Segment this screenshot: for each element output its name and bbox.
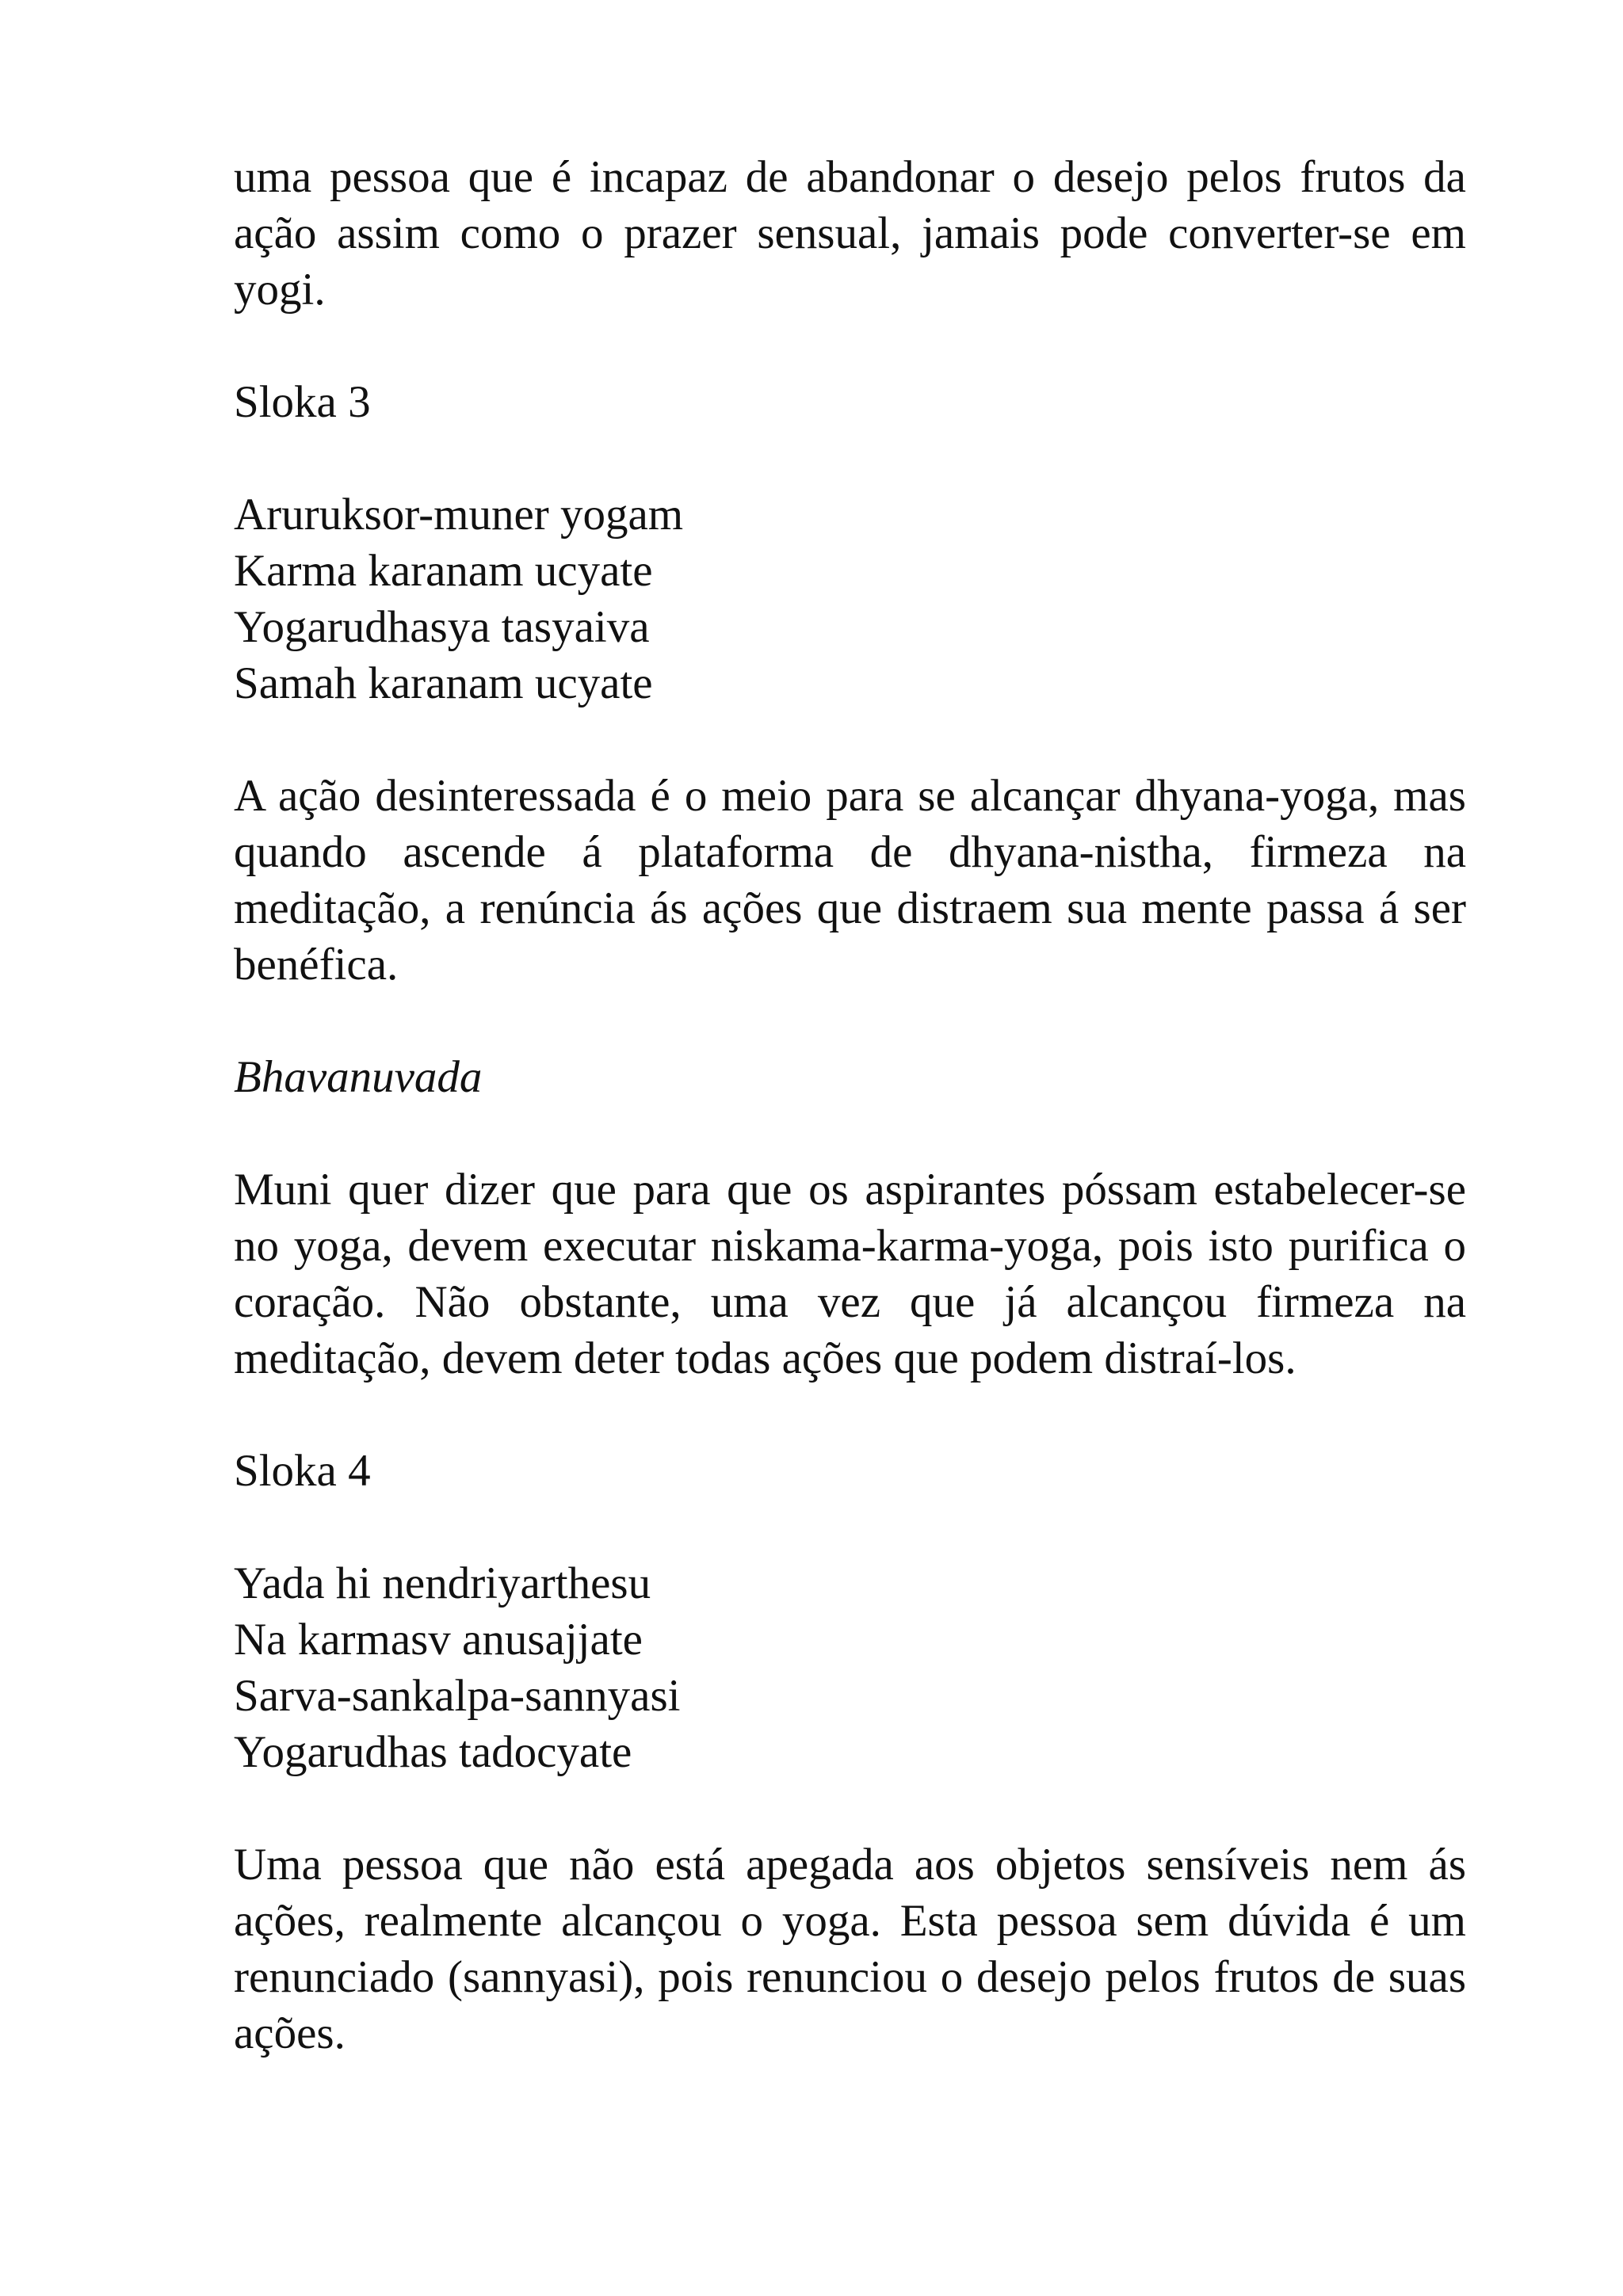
verse-line: Aruruksor-muner yogam bbox=[234, 490, 684, 540]
verse-line: Na karmasv anusajjate bbox=[234, 1615, 643, 1665]
document-page bbox=[234, 149, 1466, 2118]
intro-paragraph: uma pessoa que é incapaz de abandonar o desejo pelos frutos da ação assim como o prazer sensual, jamais pode converter-se em yogi. bbox=[234, 152, 1466, 315]
verse-line: Yogarudhas tadocyate bbox=[234, 1727, 632, 1777]
verse-line: Karma karanam ucyate bbox=[234, 546, 653, 596]
sloka-3-verse bbox=[234, 486, 1466, 711]
verse-line: Samah karanam ucyate bbox=[234, 658, 653, 708]
sloka-4-heading: Sloka 4 bbox=[234, 1446, 371, 1496]
sloka-3-heading: Sloka 3 bbox=[234, 377, 371, 427]
sloka-4-translation: Uma pessoa que não está apegada aos objetos sensíveis nem ás ações, realmente alcançou o yoga. Esta pessoa sem dúvida é um renunciado (sannyasi), pois renunciou o desejo pelos frutos de suas ações. bbox=[234, 1840, 1466, 2058]
verse-line: Yogarudhasya tasyaiva bbox=[234, 602, 650, 652]
verse-line: Yada hi nendriyarthesu bbox=[234, 1558, 651, 1608]
commentary-text: Muni quer dizer que para que os aspirantes póssam estabelecer-se no yoga, devem executar niskama-karma-yoga, pois isto purifica o coração. Não obstante, uma vez que já alcançou firmeza na meditação, devem deter todas ações que podem distraí-los. bbox=[234, 1165, 1466, 1383]
commentary-heading: Bhavanuvada bbox=[234, 1052, 483, 1102]
sloka-4-verse bbox=[234, 1555, 1466, 1780]
verse-line: Sarva-sankalpa-sannyasi bbox=[234, 1671, 681, 1721]
sloka-3-translation: A ação desinteressada é o meio para se alcançar dhyana-yoga, mas quando ascende á plataforma de dhyana-nistha, firmeza na meditação, a renúncia ás ações que distraem sua mente passa á ser benéfica. bbox=[234, 771, 1466, 990]
